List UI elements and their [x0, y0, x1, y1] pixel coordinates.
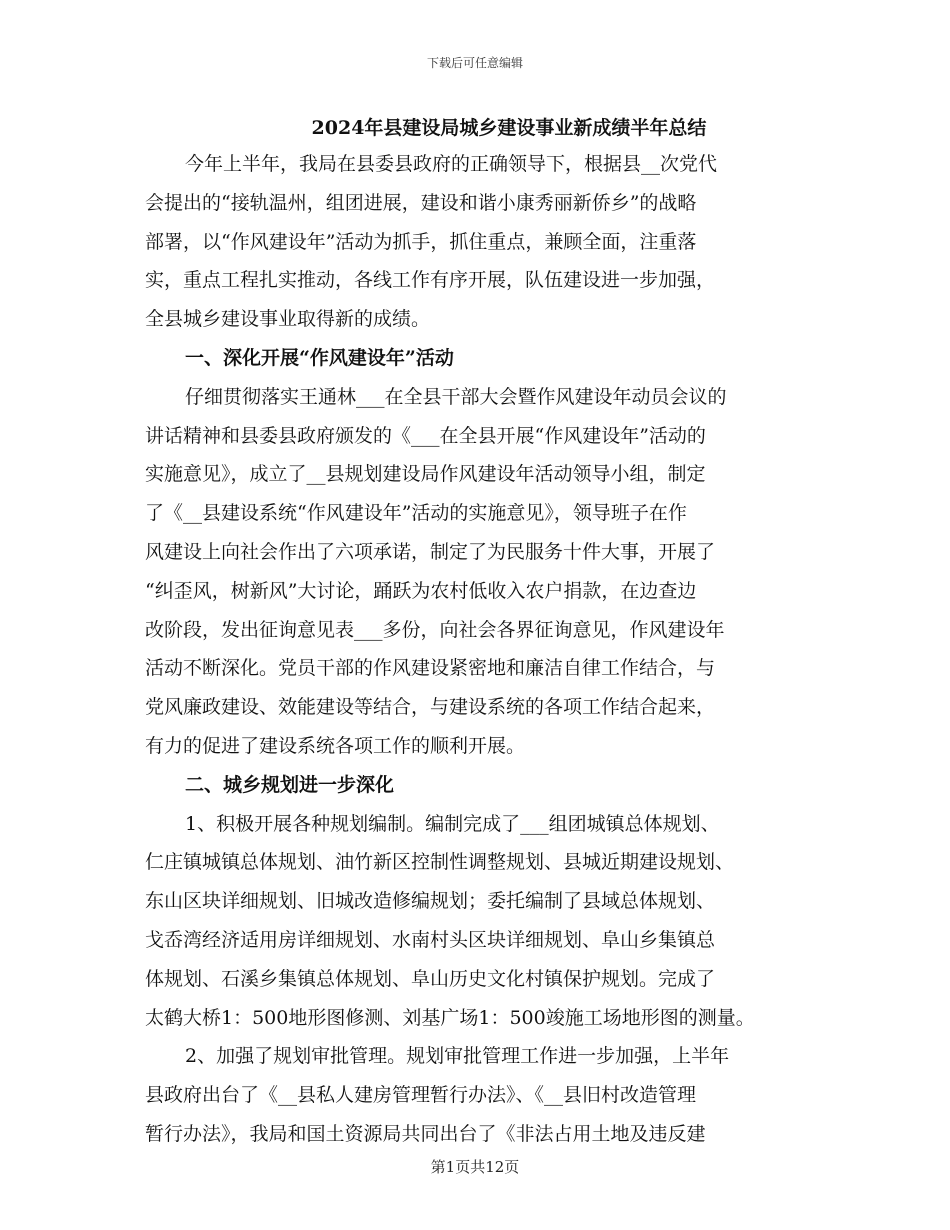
- text-line: 会提出的“接轨温州，组团进展，建设和谐小康秀丽新侨乡”的战略: [145, 191, 697, 214]
- text-line: 改阶段，发出征询意见表___多份，向社会各界征询意见，作风建设年: [145, 618, 725, 641]
- text-line: 仔细贯彻落实王通林___在全县干部大会暨作风建设年动员会议的: [185, 385, 727, 408]
- intro-paragraph: [145, 145, 835, 339]
- text-line: 全县城乡建设事业取得新的成绩。: [145, 308, 431, 331]
- page-number-footer: 第1页共12页: [430, 1158, 520, 1176]
- section2-paragraph-1: [145, 805, 835, 1038]
- text-line: 今年上半年，我局在县委县政府的正确领导下，根据县__次党代: [185, 153, 718, 175]
- text-line: 1、积极开展各种规划编制。编制完成了___组团城镇总体规划、: [185, 812, 720, 835]
- text-line: 活动不断深化。党员干部的作风建设紧密地和廉洁自律工作结合，与: [145, 657, 716, 680]
- text-line: 戈岙湾经济适用房详细规划、水南村头区块详细规划、阜山乡集镇总: [145, 928, 716, 951]
- text-line: 太鹤大桥1：500地形图修测、刘基广场1：500竣施工场地形图的测量。: [145, 1006, 755, 1029]
- text-line: 仁庄镇城镇总体规划、油竹新区控制性调整规划、县城近期建设规划、: [145, 851, 735, 874]
- document-body: [145, 113, 835, 1154]
- text-line: 风建设上向社会作出了六项承诺，制定了为民服务十件大事，开展了: [145, 540, 716, 563]
- text-line: 暂行办法》，我局和国土资源局共同出台了《非法占用土地及违反建: [145, 1122, 706, 1145]
- section1-paragraph: [145, 378, 835, 766]
- text-line: 东山区块详细规划、旧城改造修编规划；委托编制了县域总体规划、: [145, 890, 716, 913]
- text-line: 有力的促进了建设系统各项工作的顺利开展。: [145, 734, 526, 757]
- document-title: 2024年县建设局城乡建设事业新成绩半年总结: [311, 117, 707, 139]
- text-line: 党风廉政建设、效能建设等结合，与建设系统的各项工作结合起来，: [145, 696, 716, 719]
- text-line: 实施意见》，成立了__县规划建设局作风建设年活动领导小组，制定: [145, 463, 706, 486]
- text-line: 讲话精神和县委县政府颁发的《___在全县开展“作风建设年”活动的: [145, 424, 706, 447]
- text-line: 2、加强了规划审批管理。规划审批管理工作进一步加强，上半年: [185, 1045, 730, 1068]
- text-line: 体规划、石溪乡集镇总体规划、阜山历史文化村镇保护规划。完成了: [145, 967, 716, 990]
- text-line: “纠歪风，树新风”大讨论，踊跃为农村低收入农户捐款，在边查边: [145, 579, 697, 602]
- text-line: 实，重点工程扎实推动，各线工作有序开展，队伍建设进一步加强，: [145, 269, 716, 292]
- section-heading-1: 一、深化开展“作风建设年”活动: [185, 346, 454, 369]
- text-line: 县政府出台了《__县私人建房管理暂行办法》、《__县旧村改造管理: [145, 1084, 697, 1107]
- text-line: 部署，以“作风建设年”活动为抓手，抓住重点，兼顾全面，注重落: [145, 230, 697, 253]
- page-header-note: 下载后可任意编辑: [426, 56, 523, 70]
- section-heading-2: 二、城乡规划进一步深化: [185, 773, 395, 796]
- section2-paragraph-2: [145, 1037, 835, 1153]
- text-line: 了《__县建设系统“作风建设年”活动的实施意见》，领导班子在作: [145, 502, 687, 525]
